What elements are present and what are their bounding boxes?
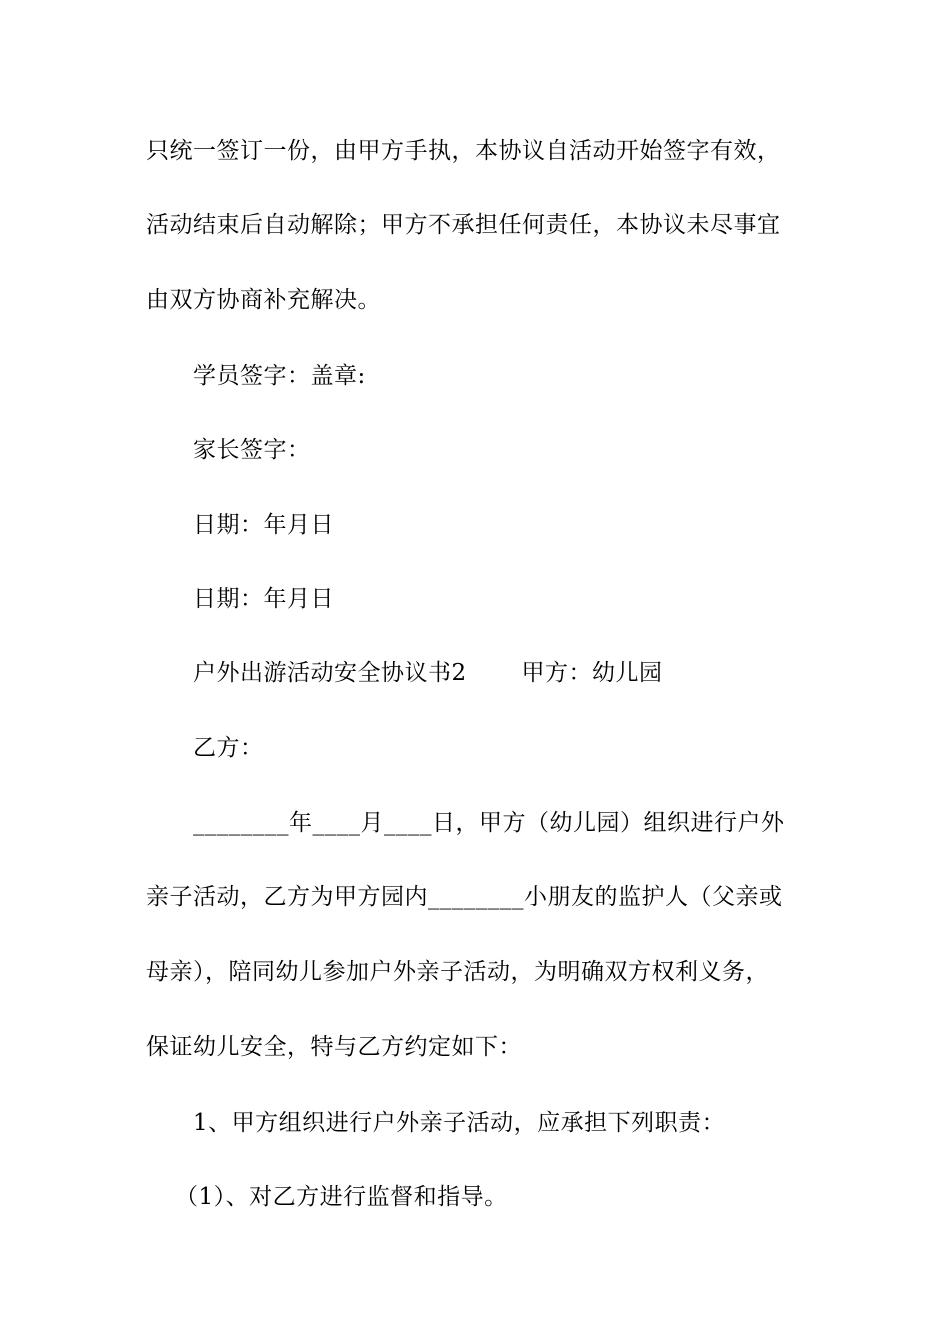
- paragraph-line: 只统一签订一份，由甲方手执，本协议自活动开始签字有效，: [146, 138, 781, 164]
- intro-line: ________年____月____日，甲方（幼儿园）组织进行户外: [193, 810, 785, 836]
- subclause-line: （1）、对乙方进行监督和指导。: [175, 1184, 508, 1210]
- clause-line: 1、甲方组织进行户外亲子活动，应承担下列职责：: [193, 1110, 726, 1136]
- parent-signature-line: 家长签字：: [193, 437, 311, 463]
- date-line: 日期：年月日: [193, 512, 334, 538]
- agreement-title-line: 户外出游活动安全协议书2 甲方：幼儿园: [193, 660, 663, 686]
- intro-line: 亲子活动，乙方为甲方园内________小朋友的监护人（父亲或: [146, 884, 783, 910]
- paragraph-line: 由双方协商补充解决。: [146, 287, 381, 313]
- intro-line: 保证幼儿安全，特与乙方约定如下：: [146, 1034, 522, 1060]
- student-signature-line: 学员签字：盖章:: [193, 363, 366, 389]
- date-line: 日期：年月日: [193, 586, 334, 612]
- party-b-line: 乙方：: [193, 735, 264, 761]
- intro-line: 母亲），陪同幼儿参加户外亲子活动，为明确双方权利义务，: [146, 959, 769, 985]
- paragraph-line: 活动结束后自动解除；甲方不承担任何责任，本协议未尽事宜: [146, 212, 781, 238]
